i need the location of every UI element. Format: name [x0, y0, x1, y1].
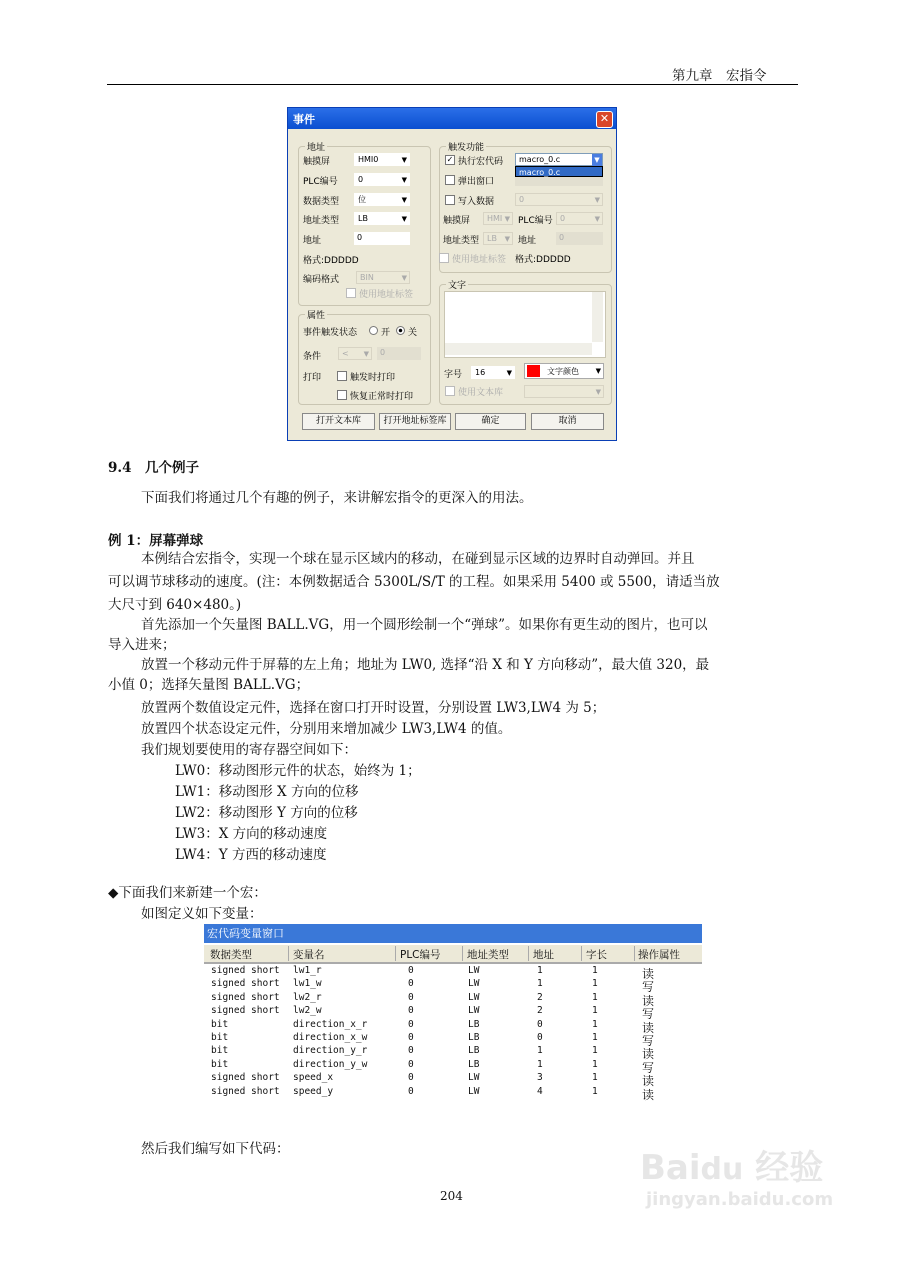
macro-variable-window — [204, 924, 702, 1116]
atype-label: 地址类型 — [303, 216, 340, 226]
trigger-atype-label: 地址类型 — [443, 236, 480, 246]
chevron-down-icon: ▼ — [401, 274, 407, 282]
table-cell: 1 — [592, 1085, 598, 1097]
table-cell: 读 — [642, 1020, 655, 1035]
use-text-lib-label: 使用文本库 — [458, 388, 504, 398]
trigger-plc-select[interactable] — [556, 212, 603, 225]
plc-label: PLC编号 — [303, 177, 338, 187]
column-divider[interactable] — [462, 946, 463, 961]
chevron-down-icon: ▼ — [595, 388, 601, 396]
write-data-checkbox[interactable] — [445, 195, 455, 205]
column-header[interactable]: 变量名 — [293, 949, 325, 961]
table-row[interactable] — [204, 1018, 702, 1035]
table-cell: 0 — [408, 1005, 414, 1017]
exec-macro-label: 执行宏代码 — [458, 157, 504, 167]
table-cell: 0 — [408, 1045, 414, 1057]
text-color-select[interactable] — [524, 363, 604, 379]
table-cell: signed short — [211, 978, 280, 990]
table-cell: 1 — [592, 1018, 598, 1030]
table-cell: speed_x — [293, 1072, 334, 1084]
table-cell: 1 — [592, 1072, 598, 1084]
table-cell: 2 — [537, 991, 543, 1003]
encode-select[interactable] — [356, 271, 410, 284]
example-title: 例 1：屏幕弹球 — [108, 533, 204, 549]
state-off-radio[interactable] — [396, 326, 405, 335]
register-item: LW2：移动图形 Y 方向的位移 — [175, 805, 358, 821]
chevron-down-icon: ▼ — [592, 154, 602, 166]
table-cell: 读 — [642, 1047, 655, 1062]
macro-select[interactable] — [515, 153, 603, 166]
table-cell: 0 — [408, 1058, 414, 1070]
body-line: 大尺寸到 640×480。) — [108, 597, 242, 613]
body-line: 放置一个移动元件于屏幕的左上角；地址为 LW0, 选择“沿 X 和 Y 方向移动”，最大值 320，最 — [141, 657, 710, 673]
table-cell: LW — [468, 1005, 480, 1017]
chevron-down-icon: ▼ — [401, 176, 407, 184]
use-text-lib-checkbox[interactable] — [445, 386, 455, 396]
chapter-header: 第九章 宏指令 — [672, 68, 767, 84]
table-cell: 1 — [537, 1058, 543, 1070]
trigger-addr-label: 地址 — [518, 236, 537, 246]
register-item: LW3：X 方向的移动速度 — [175, 826, 328, 842]
table-row[interactable] — [204, 1085, 702, 1102]
register-item: LW0：移动图形元件的状态，始终为 1； — [175, 763, 421, 779]
state-off-label: 关 — [408, 328, 418, 338]
vertical-scrollbar[interactable] — [592, 292, 603, 342]
state-label: 事件触发状态 — [303, 328, 358, 338]
table-cell: 读 — [642, 993, 655, 1008]
cond-label: 条件 — [303, 352, 322, 362]
trigger-plc-label: PLC编号 — [518, 216, 553, 226]
write-data-select[interactable] — [515, 193, 603, 206]
table-cell: direction_y_w — [293, 1058, 368, 1070]
print-trigger-checkbox[interactable] — [337, 371, 347, 381]
format-label: 格式:DDDDD — [303, 256, 359, 266]
table-cell: 1 — [592, 978, 598, 990]
chevron-down-icon: ▼ — [506, 369, 512, 377]
table-cell: bit — [211, 1018, 229, 1030]
table-cell: bit — [211, 1045, 229, 1057]
address-group-legend: 地址 — [305, 140, 327, 153]
dialog-title: 事件 — [293, 113, 315, 126]
addr-input[interactable]: 0 — [354, 232, 410, 245]
table-row[interactable] — [204, 1072, 702, 1089]
cond-select[interactable] — [338, 347, 372, 360]
table-cell: LB — [468, 1032, 480, 1043]
page-number: 204 — [440, 1189, 463, 1203]
table-cell: 0 — [408, 978, 414, 990]
body-line: 放置两个数值设定元件，选择在窗口打开时设置，分别设置 LW3,LW4 为 5； — [141, 700, 606, 716]
text-color-label: 文字颜色 — [547, 367, 579, 376]
table-cell: 2 — [537, 1005, 543, 1017]
table-cell: 0 — [408, 1018, 414, 1030]
text-lib-select[interactable] — [524, 385, 604, 398]
font-size-label: 字号 — [444, 370, 463, 380]
column-divider[interactable] — [581, 946, 582, 961]
text-group-legend: 文字 — [446, 278, 468, 291]
table-cell: lw2_r — [293, 991, 322, 1003]
table-cell: signed short — [211, 991, 280, 1003]
table-cell: signed short — [211, 1072, 280, 1084]
dtype-label: 数据类型 — [303, 197, 340, 207]
table-cell: LW — [468, 1085, 480, 1097]
chevron-down-icon: ▼ — [401, 156, 407, 164]
state-on-label: 开 — [381, 328, 391, 338]
table-cell: 0 — [408, 1085, 414, 1097]
variable-window-title: 宏代码变量窗口 — [204, 924, 702, 943]
bullet-line: ◆下面我们来新建一个宏： — [108, 885, 267, 901]
table-cell: 1 — [592, 991, 598, 1003]
table-cell: signed short — [211, 1085, 280, 1097]
table-row[interactable] — [204, 1045, 702, 1062]
column-divider[interactable] — [288, 946, 289, 961]
trigger-use-tag-label: 使用地址标签 — [452, 255, 507, 265]
trigger-touch-label: 触摸屏 — [443, 216, 471, 226]
table-cell: 写 — [642, 1034, 655, 1048]
table-cell: 0 — [537, 1032, 543, 1043]
table-cell: 写 — [642, 980, 655, 995]
table-cell: 1 — [537, 965, 543, 976]
write-value: 0 — [519, 195, 525, 204]
cond-op: < — [342, 349, 349, 358]
font-size-select[interactable] — [471, 366, 515, 379]
column-header[interactable]: 字长 — [586, 949, 607, 961]
table-row[interactable] — [204, 1005, 702, 1022]
trigger-use-tag-checkbox[interactable] — [439, 253, 449, 263]
table-cell: lw2_w — [293, 1005, 322, 1017]
column-header[interactable]: 数据类型 — [210, 949, 252, 961]
table-cell: 写 — [642, 1007, 655, 1022]
table-cell: 4 — [537, 1085, 543, 1097]
table-cell: 1 — [592, 1045, 598, 1057]
table-cell: lw1_r — [293, 965, 322, 976]
trigger-touch-select[interactable] — [483, 212, 513, 225]
register-item: LW1：移动图形 X 方向的位移 — [175, 784, 359, 800]
chevron-down-icon: ▼ — [401, 215, 407, 223]
table-row[interactable] — [204, 1032, 702, 1048]
body-line: 本例结合宏指令，实现一个球在显示区域内的移动，在碰到显示区域的边界时自动弹回。并且 — [141, 551, 695, 567]
atype-select[interactable] — [354, 212, 410, 225]
table-cell: speed_y — [293, 1085, 334, 1097]
attr-group-legend: 属性 — [305, 308, 327, 321]
table-cell: bit — [211, 1058, 229, 1070]
body-line: 放置四个状态设定元件，分别用来增加减少 LW3,LW4 的值。 — [141, 721, 512, 737]
trigger-plc-value: 0 — [560, 214, 566, 223]
column-header[interactable]: 地址类型 — [467, 949, 509, 961]
chevron-down-icon: ▼ — [504, 235, 510, 243]
close-icon[interactable]: ✕ — [596, 111, 613, 128]
open-tag-lib-button[interactable]: 打开地址标签库 — [379, 413, 451, 430]
exec-macro-checkbox[interactable]: ✓ — [446, 155, 454, 164]
table-cell: 3 — [537, 1072, 543, 1084]
popup-checkbox[interactable] — [445, 175, 455, 185]
print-restore-checkbox[interactable] — [337, 390, 347, 400]
state-on-radio[interactable] — [369, 326, 378, 335]
then-code-line: 然后我们编写如下代码： — [141, 1141, 290, 1157]
chevron-down-icon: ▼ — [594, 215, 600, 223]
chevron-down-icon: ▼ — [504, 215, 510, 223]
cond-input[interactable]: 0 — [377, 347, 421, 360]
chevron-down-icon: ▼ — [401, 196, 407, 204]
open-text-lib-button[interactable]: 打开文本库 — [302, 413, 375, 430]
table-cell: 1 — [592, 1032, 598, 1043]
body-line: 首先添加一个矢量图 BALL.VG，用一个圆形绘制一个“弹球”。如果你有更生动的图片，也可以 — [141, 617, 708, 633]
trigger-atype-value: LB — [487, 234, 497, 243]
column-header[interactable]: 地址 — [533, 949, 554, 961]
table-cell: 1 — [592, 1005, 598, 1017]
atype-value: LB — [358, 214, 368, 223]
font-size-value: 16 — [475, 368, 486, 377]
section-heading: 9.4 几个例子 — [108, 460, 199, 476]
column-header[interactable]: PLC编号 — [400, 949, 441, 961]
table-cell: 读 — [642, 1074, 655, 1089]
table-cell: bit — [211, 1032, 229, 1043]
table-cell: lw1_w — [293, 978, 322, 990]
body-line: 我们规划要使用的寄存器空间如下： — [141, 742, 357, 758]
column-divider[interactable] — [634, 946, 635, 961]
register-item: LW4：Y 方西的移动速度 — [175, 847, 327, 863]
chevron-down-icon: ▼ — [594, 196, 600, 204]
body-line: 可以调节球移动的速度。(注：本例数据适合 5300L/S/T 的工程。如果采用 5400 或 5500，请适当放 — [108, 574, 720, 590]
dtype-select[interactable] — [354, 193, 410, 206]
table-cell: 读 — [642, 967, 655, 981]
table-cell: LB — [468, 1018, 480, 1030]
table-cell: LW — [468, 965, 480, 976]
encode-value: BIN — [360, 273, 374, 282]
table-cell: LB — [468, 1045, 480, 1057]
define-vars-line: 如图定义如下变量： — [141, 906, 263, 922]
plc-value: 0 — [358, 175, 364, 184]
column-divider[interactable] — [395, 946, 396, 961]
table-cell: 0 — [408, 1072, 414, 1084]
macro-value: macro_0.c — [519, 155, 561, 164]
body-line: 小值 0；选择矢量图 BALL.VG； — [108, 677, 310, 693]
print-trigger-label: 触发时打印 — [350, 373, 396, 383]
table-row[interactable] — [204, 1058, 702, 1075]
body-line: 导入进来； — [108, 637, 176, 653]
touch-select[interactable] — [354, 153, 410, 166]
table-cell: 0 — [408, 1032, 414, 1043]
ok-button[interactable]: 确定 — [455, 413, 526, 430]
table-row[interactable] — [204, 965, 702, 981]
intro-paragraph: 下面我们将通过几个有趣的例子，来讲解宏指令的更深入的用法。 — [141, 490, 533, 506]
use-tag-label: 使用地址标签 — [359, 290, 414, 300]
color-swatch — [527, 365, 540, 377]
table-cell: signed short — [211, 965, 280, 976]
print-restore-label: 恢复正常时打印 — [350, 392, 414, 402]
table-cell: LB — [468, 1058, 480, 1070]
use-tag-checkbox[interactable] — [346, 288, 356, 298]
table-cell: 写 — [642, 1060, 655, 1075]
trigger-touch-value: HMI — [487, 214, 503, 223]
table-row[interactable] — [204, 991, 702, 1008]
table-cell: 1 — [592, 965, 598, 976]
dtype-value: 位 — [358, 195, 366, 204]
variable-table-header — [204, 945, 702, 964]
table-cell: 1 — [537, 978, 543, 990]
plc-select[interactable] — [354, 173, 410, 186]
trigger-atype-select[interactable] — [483, 232, 513, 245]
table-cell: 0 — [408, 965, 414, 976]
chevron-down-icon: ▼ — [595, 367, 601, 375]
header-divider — [107, 84, 798, 85]
table-cell: signed short — [211, 1005, 280, 1017]
chevron-down-icon: ▼ — [363, 350, 369, 358]
column-header[interactable]: 操作属性 — [638, 949, 680, 961]
table-cell: LW — [468, 1072, 480, 1084]
table-cell: 0 — [408, 991, 414, 1003]
touch-value: HMI0 — [358, 155, 379, 164]
event-dialog — [287, 107, 617, 441]
write-data-label: 写入数据 — [458, 197, 495, 207]
column-divider[interactable] — [528, 946, 529, 961]
trigger-group-legend: 触发功能 — [446, 140, 486, 153]
baidu-watermark-logo: Baidu 经验 jingyan.baidu.com — [640, 1148, 834, 1210]
table-cell: 1 — [537, 1045, 543, 1057]
touch-label: 触摸屏 — [303, 157, 331, 167]
table-cell: LW — [468, 978, 480, 990]
encode-label: 编码格式 — [303, 275, 340, 285]
table-cell: direction_y_r — [293, 1045, 368, 1057]
macro-option[interactable]: macro_0.c — [515, 166, 603, 177]
table-cell: 0 — [537, 1018, 543, 1030]
table-cell: direction_x_w — [293, 1032, 368, 1043]
cancel-button[interactable]: 取消 — [531, 413, 604, 430]
addr-label: 地址 — [303, 236, 322, 246]
table-cell: direction_x_r — [293, 1018, 368, 1030]
trigger-addr-input[interactable]: 0 — [556, 232, 603, 245]
horizontal-scrollbar[interactable] — [445, 343, 592, 355]
table-row[interactable] — [204, 978, 702, 995]
table-cell: 1 — [592, 1058, 598, 1070]
table-cell: 读 — [642, 1087, 655, 1102]
popup-label: 弹出窗口 — [458, 177, 495, 187]
dialog-titlebar — [288, 108, 616, 129]
trigger-format-label: 格式:DDDDD — [515, 255, 571, 265]
table-cell: LW — [468, 991, 480, 1003]
print-label: 打印 — [303, 373, 322, 383]
